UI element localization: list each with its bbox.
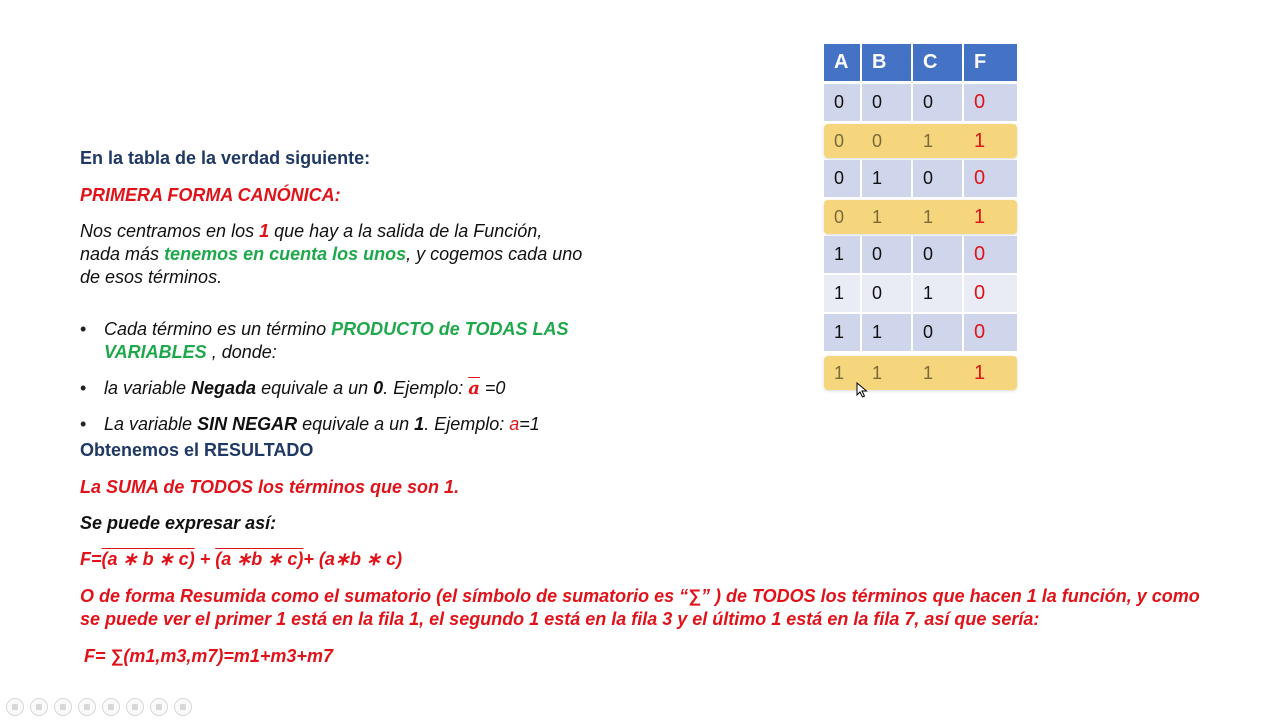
table-row-highlighted	[824, 200, 1017, 234]
cell-f: 0	[964, 236, 1017, 273]
cell-c: 0	[913, 84, 962, 121]
express-label: Se puede expresar así:	[80, 513, 277, 533]
cell-a: 0	[834, 131, 845, 151]
table-row	[824, 275, 1017, 313]
presentation-toolbar	[6, 698, 192, 718]
table-row	[824, 84, 1017, 122]
cell-f: 1	[974, 362, 986, 384]
header-c: C	[913, 44, 962, 81]
summary-line-2: se puede ver el primer 1 está en la fila 1, el segundo 1 está en la fila 3 y el último 1 está en la fila 7, así que sería:	[80, 609, 1040, 629]
cell-a: 0	[824, 160, 860, 197]
table-row	[824, 314, 1017, 352]
cell-f: 0	[964, 275, 1017, 312]
canonical-heading: PRIMERA FORMA CANÓNICA:	[80, 185, 341, 205]
cell-b: 1	[862, 314, 911, 351]
next-slide-icon[interactable]	[30, 698, 48, 716]
cell-c: 0	[913, 160, 962, 197]
cell-f: 1	[974, 206, 986, 228]
cell-a: 0	[834, 207, 845, 227]
slides-overview-icon[interactable]	[78, 698, 96, 716]
formula: F=(a ∗ b ∗ c) + (a ∗b ∗ c)+ (a∗b ∗ c)	[80, 549, 403, 569]
header-a: A	[824, 44, 860, 81]
cell-c: 1	[923, 207, 934, 227]
pen-icon[interactable]	[54, 698, 72, 716]
cell-c: 1	[923, 131, 934, 151]
cell-b: 0	[862, 236, 911, 273]
summary-line-1: O de forma Resumida como el sumatorio (el símbolo de sumatorio es “∑” ) de TODOS los términos que hacen 1 la función, y como	[80, 586, 1200, 606]
table-header-row	[824, 44, 1017, 82]
slide: En la tabla de la verdad siguiente: PRIMERA FORMA CANÓNICA: Nos centramos en los 1 que hay a la salida de la Función, nada más tenemos en cuenta los unos, y cogemos cada uno de esos términos. • Cada término es un término PRODUCTO de TODAS LAS VARIABLES , donde: • la variable Negada equivale a un 0. Ejemplo: $\overline{a} =0$ • La variable SIN NEGAR equivale a un 1. Ejemplo: a=1 Obtenemos el RESULTADO La SUMA de TODOS los términos que son 1. Se puede expresar así: F=(a ∗ b ∗ c) + (a ∗b ∗ c)+ (a∗b ∗ c) O de forma Resumida como el sumatorio (el símbolo de sumatorio es “∑” ) de TODOS los términos que hacen 1 la función, y como se puede ver el primer 1 está en la fila 1, el segundo 1 está en la fila 3 y el último 1 está en la fila 7, así que sería: F= ∑(m1,m3,m7)=m1+m3+m7 A B C F 0 0 0 0 0 0 1 1 0 1 0 0 0 1 1 1 1 0 0 0 1 0 1 0 1 1 0 0 1 1 1 1	[0, 0, 1280, 720]
header-b: B	[862, 44, 911, 81]
header-f: F	[964, 44, 1017, 81]
cell-b: 0	[862, 84, 911, 121]
final-formula: F= ∑(m1,m3,m7)=m1+m3+m7	[84, 646, 333, 666]
cell-f: 1	[974, 130, 986, 152]
cell-a: 1	[824, 314, 860, 351]
cell-f: 0	[964, 84, 1017, 121]
cell-a: 0	[824, 84, 860, 121]
cell-a: 1	[824, 275, 860, 312]
table-row-highlighted	[824, 356, 1017, 390]
cell-f: 0	[964, 314, 1017, 351]
cell-b: 1	[862, 160, 911, 197]
cell-b: 1	[872, 207, 883, 227]
paragraph-line-3: de esos términos.	[80, 267, 223, 287]
table-row-highlighted	[824, 124, 1017, 158]
table-row	[824, 236, 1017, 274]
cell-c: 1	[923, 363, 934, 383]
cell-b: 0	[862, 275, 911, 312]
previous-slide-icon[interactable]	[6, 698, 24, 716]
cell-f: 0	[964, 160, 1017, 197]
result-heading: Obtenemos el RESULTADO	[80, 440, 314, 460]
cell-c: 0	[913, 236, 962, 273]
cell-a: 1	[824, 236, 860, 273]
cell-a: 1	[834, 363, 845, 383]
cell-c: 1	[913, 275, 962, 312]
more-options-icon[interactable]	[174, 698, 192, 716]
paragraph-line-1: Nos centramos en los 1 que hay a la salida de la Función,	[80, 221, 543, 241]
sum-line: La SUMA de TODOS los términos que son 1.	[80, 477, 460, 497]
camera-icon[interactable]	[150, 698, 168, 716]
table-row	[824, 160, 1017, 198]
mouse-cursor-icon	[856, 382, 868, 398]
zoom-icon[interactable]	[102, 698, 120, 716]
cell-b: 0	[872, 131, 883, 151]
cell-c: 0	[913, 314, 962, 351]
intro-text: En la tabla de la verdad siguiente:	[80, 148, 371, 168]
paragraph-line-2: nada más tenemos en cuenta los unos, y cogemos cada uno	[80, 244, 583, 264]
subtitles-icon[interactable]	[126, 698, 144, 716]
cell-b: 1	[872, 363, 883, 383]
